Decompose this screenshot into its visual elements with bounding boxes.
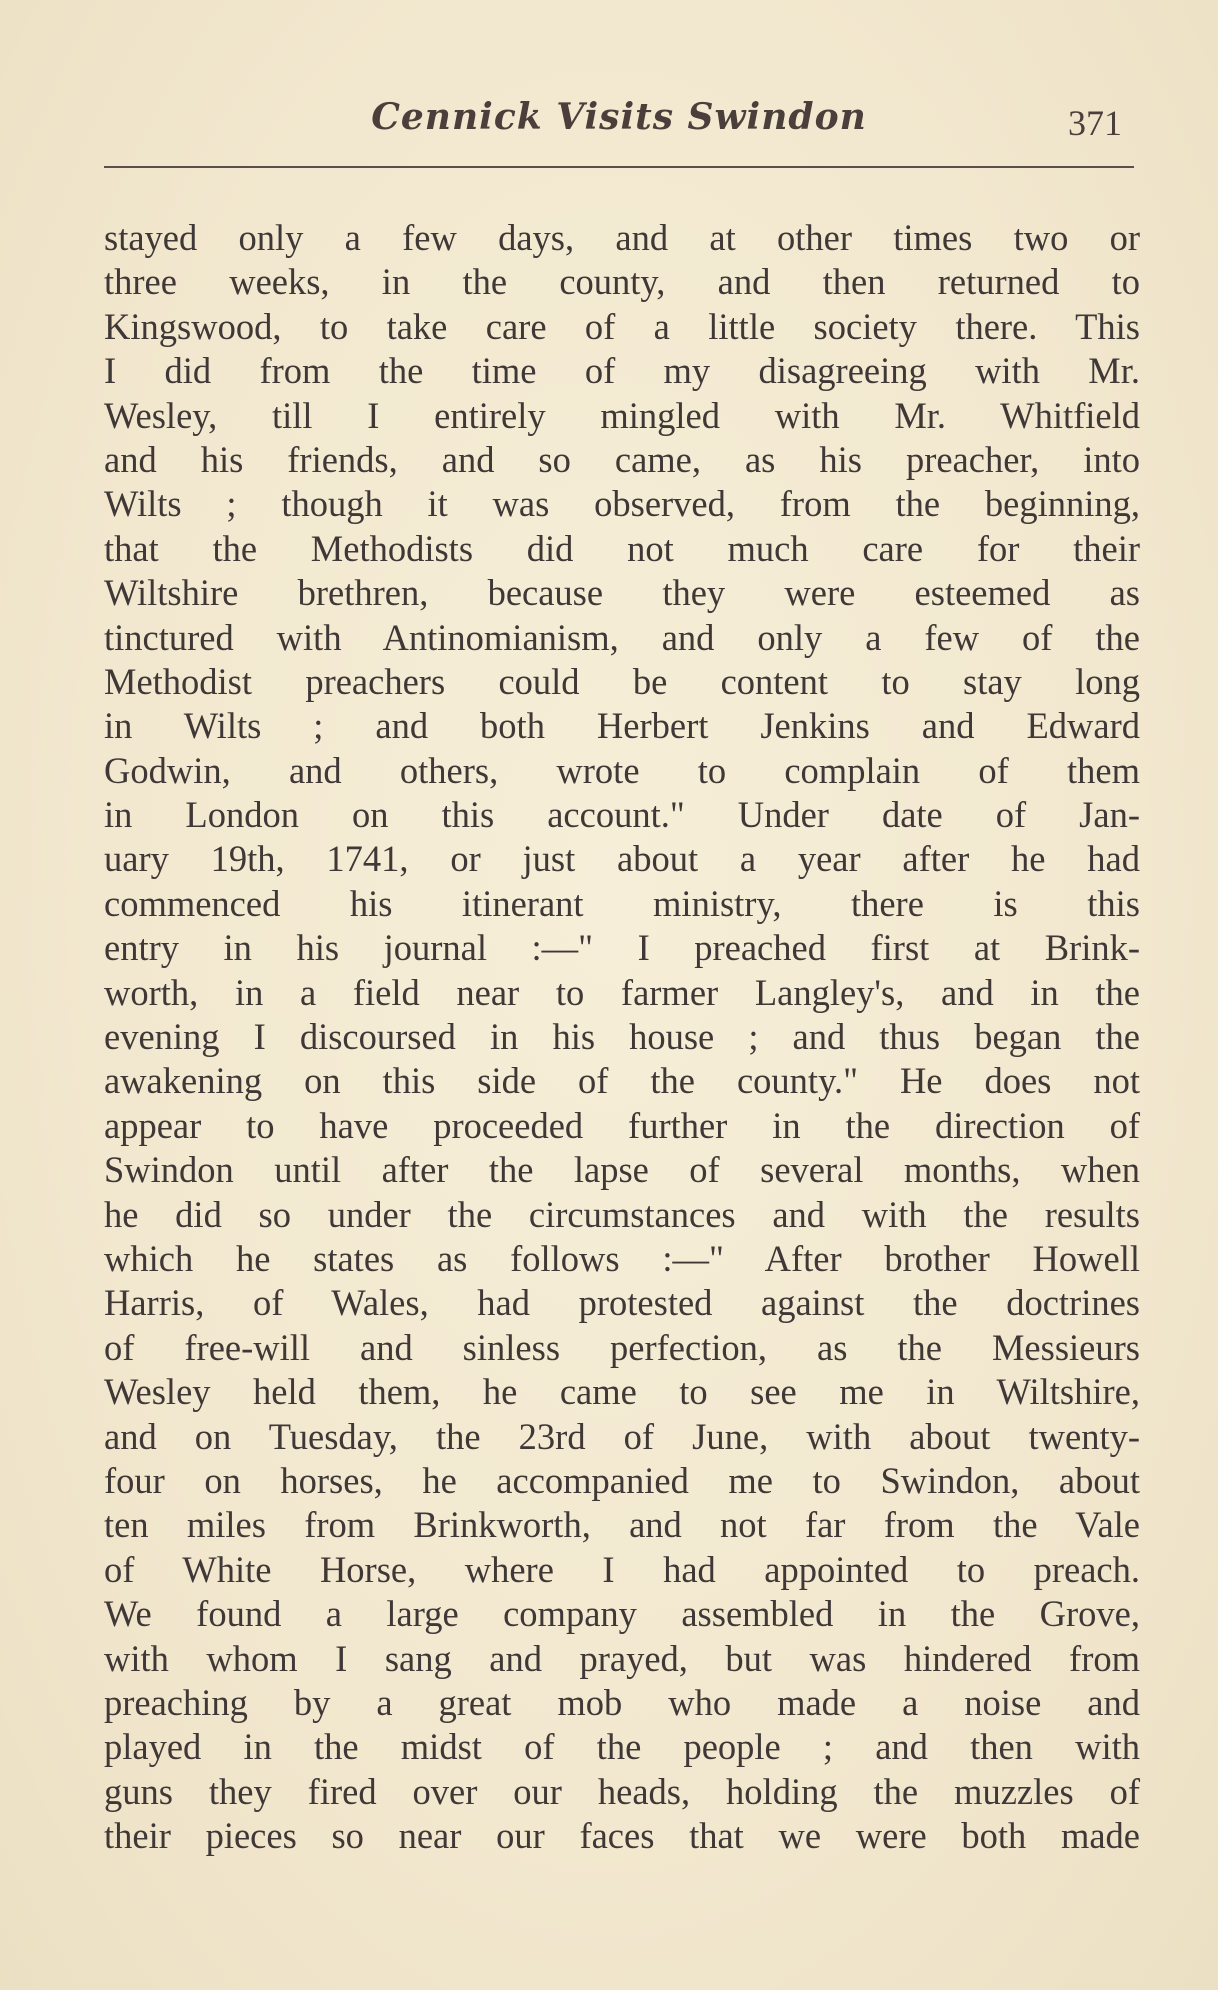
text-line: in Wilts ; and both Herbert Jenkins and Edward [104, 705, 1140, 747]
text-line: Godwin, and others, wrote to complain of them [104, 749, 1140, 791]
text-line: Wiltshire brethren, because they were esteemed as [104, 572, 1140, 614]
text-line: and his friends, and so came, as his preacher, into [104, 438, 1140, 480]
text-line: guns they fired over our heads, holding the muzzles of [104, 1770, 1140, 1812]
text-line: We found a large company assembled in the Grove, [104, 1593, 1140, 1635]
text-line: tinctured with Antinomianism, and only a few of the [104, 616, 1140, 658]
text-line: of free-will and sinless perfection, as the Messieurs [104, 1326, 1140, 1368]
text-line: ten miles from Brinkworth, and not far from the Vale [104, 1504, 1140, 1546]
text-line: which he states as follows :—" After brother Howell [104, 1237, 1140, 1279]
text-line: uary 19th, 1741, or just about a year after he had [104, 838, 1140, 880]
text-line: with whom I sang and prayed, but was hindered from [104, 1637, 1140, 1679]
text-line: of White Horse, where I had appointed to preach. [104, 1548, 1140, 1590]
text-line: Kingswood, to take care of a little society there. This [104, 305, 1140, 347]
text-line: three weeks, in the county, and then returned to [104, 261, 1140, 303]
body-text [104, 216, 1140, 1858]
text-line: Wesley, till I entirely mingled with Mr. Whitfield [104, 394, 1140, 436]
text-line: Wilts ; though it was observed, from the beginning, [104, 483, 1140, 525]
text-line: played in the midst of the people ; and then with [104, 1726, 1140, 1768]
text-line: Methodist preachers could be content to stay long [104, 660, 1140, 702]
text-line: stayed only a few days, and at other times two or [104, 217, 1140, 258]
text-line: that the Methodists did not much care for their [104, 527, 1140, 569]
text-line: entry in his journal :—" I preached first at Brink- [104, 927, 1140, 969]
text-line: their pieces so near our faces that we were both made [104, 1815, 1140, 1857]
text-line: commenced his itinerant ministry, there is this [104, 882, 1140, 924]
text-line: and on Tuesday, the 23rd of June, with about twenty- [104, 1415, 1140, 1457]
text-line: worth, in a field near to farmer Langley's, and in the [104, 971, 1140, 1013]
text-line: Wesley held them, he came to see me in Wiltshire, [104, 1371, 1140, 1413]
text-line: four on horses, he accompanied me to Swindon, about [104, 1459, 1140, 1501]
text-line: I did from the time of my disagreeing with Mr. [104, 350, 1140, 392]
page-number: 371 [1068, 103, 1122, 143]
header-rule [104, 166, 1134, 168]
text-line: Harris, of Wales, had protested against the doctrines [104, 1282, 1140, 1324]
running-head [104, 92, 1134, 142]
text-line: he did so under the circumstances and with the results [104, 1193, 1140, 1235]
text-line: in London on this account." Under date of Jan- [104, 794, 1140, 836]
running-title: Cennick Visits Swindon [371, 96, 867, 138]
text-line: Swindon until after the lapse of several months, when [104, 1149, 1140, 1191]
text-line: evening I discoursed in his house ; and thus began the [104, 1016, 1140, 1058]
text-line: awakening on this side of the county." He does not [104, 1060, 1140, 1102]
text-line: preaching by a great mob who made a noise and [104, 1681, 1140, 1723]
text-line: appear to have proceeded further in the direction of [104, 1104, 1140, 1146]
